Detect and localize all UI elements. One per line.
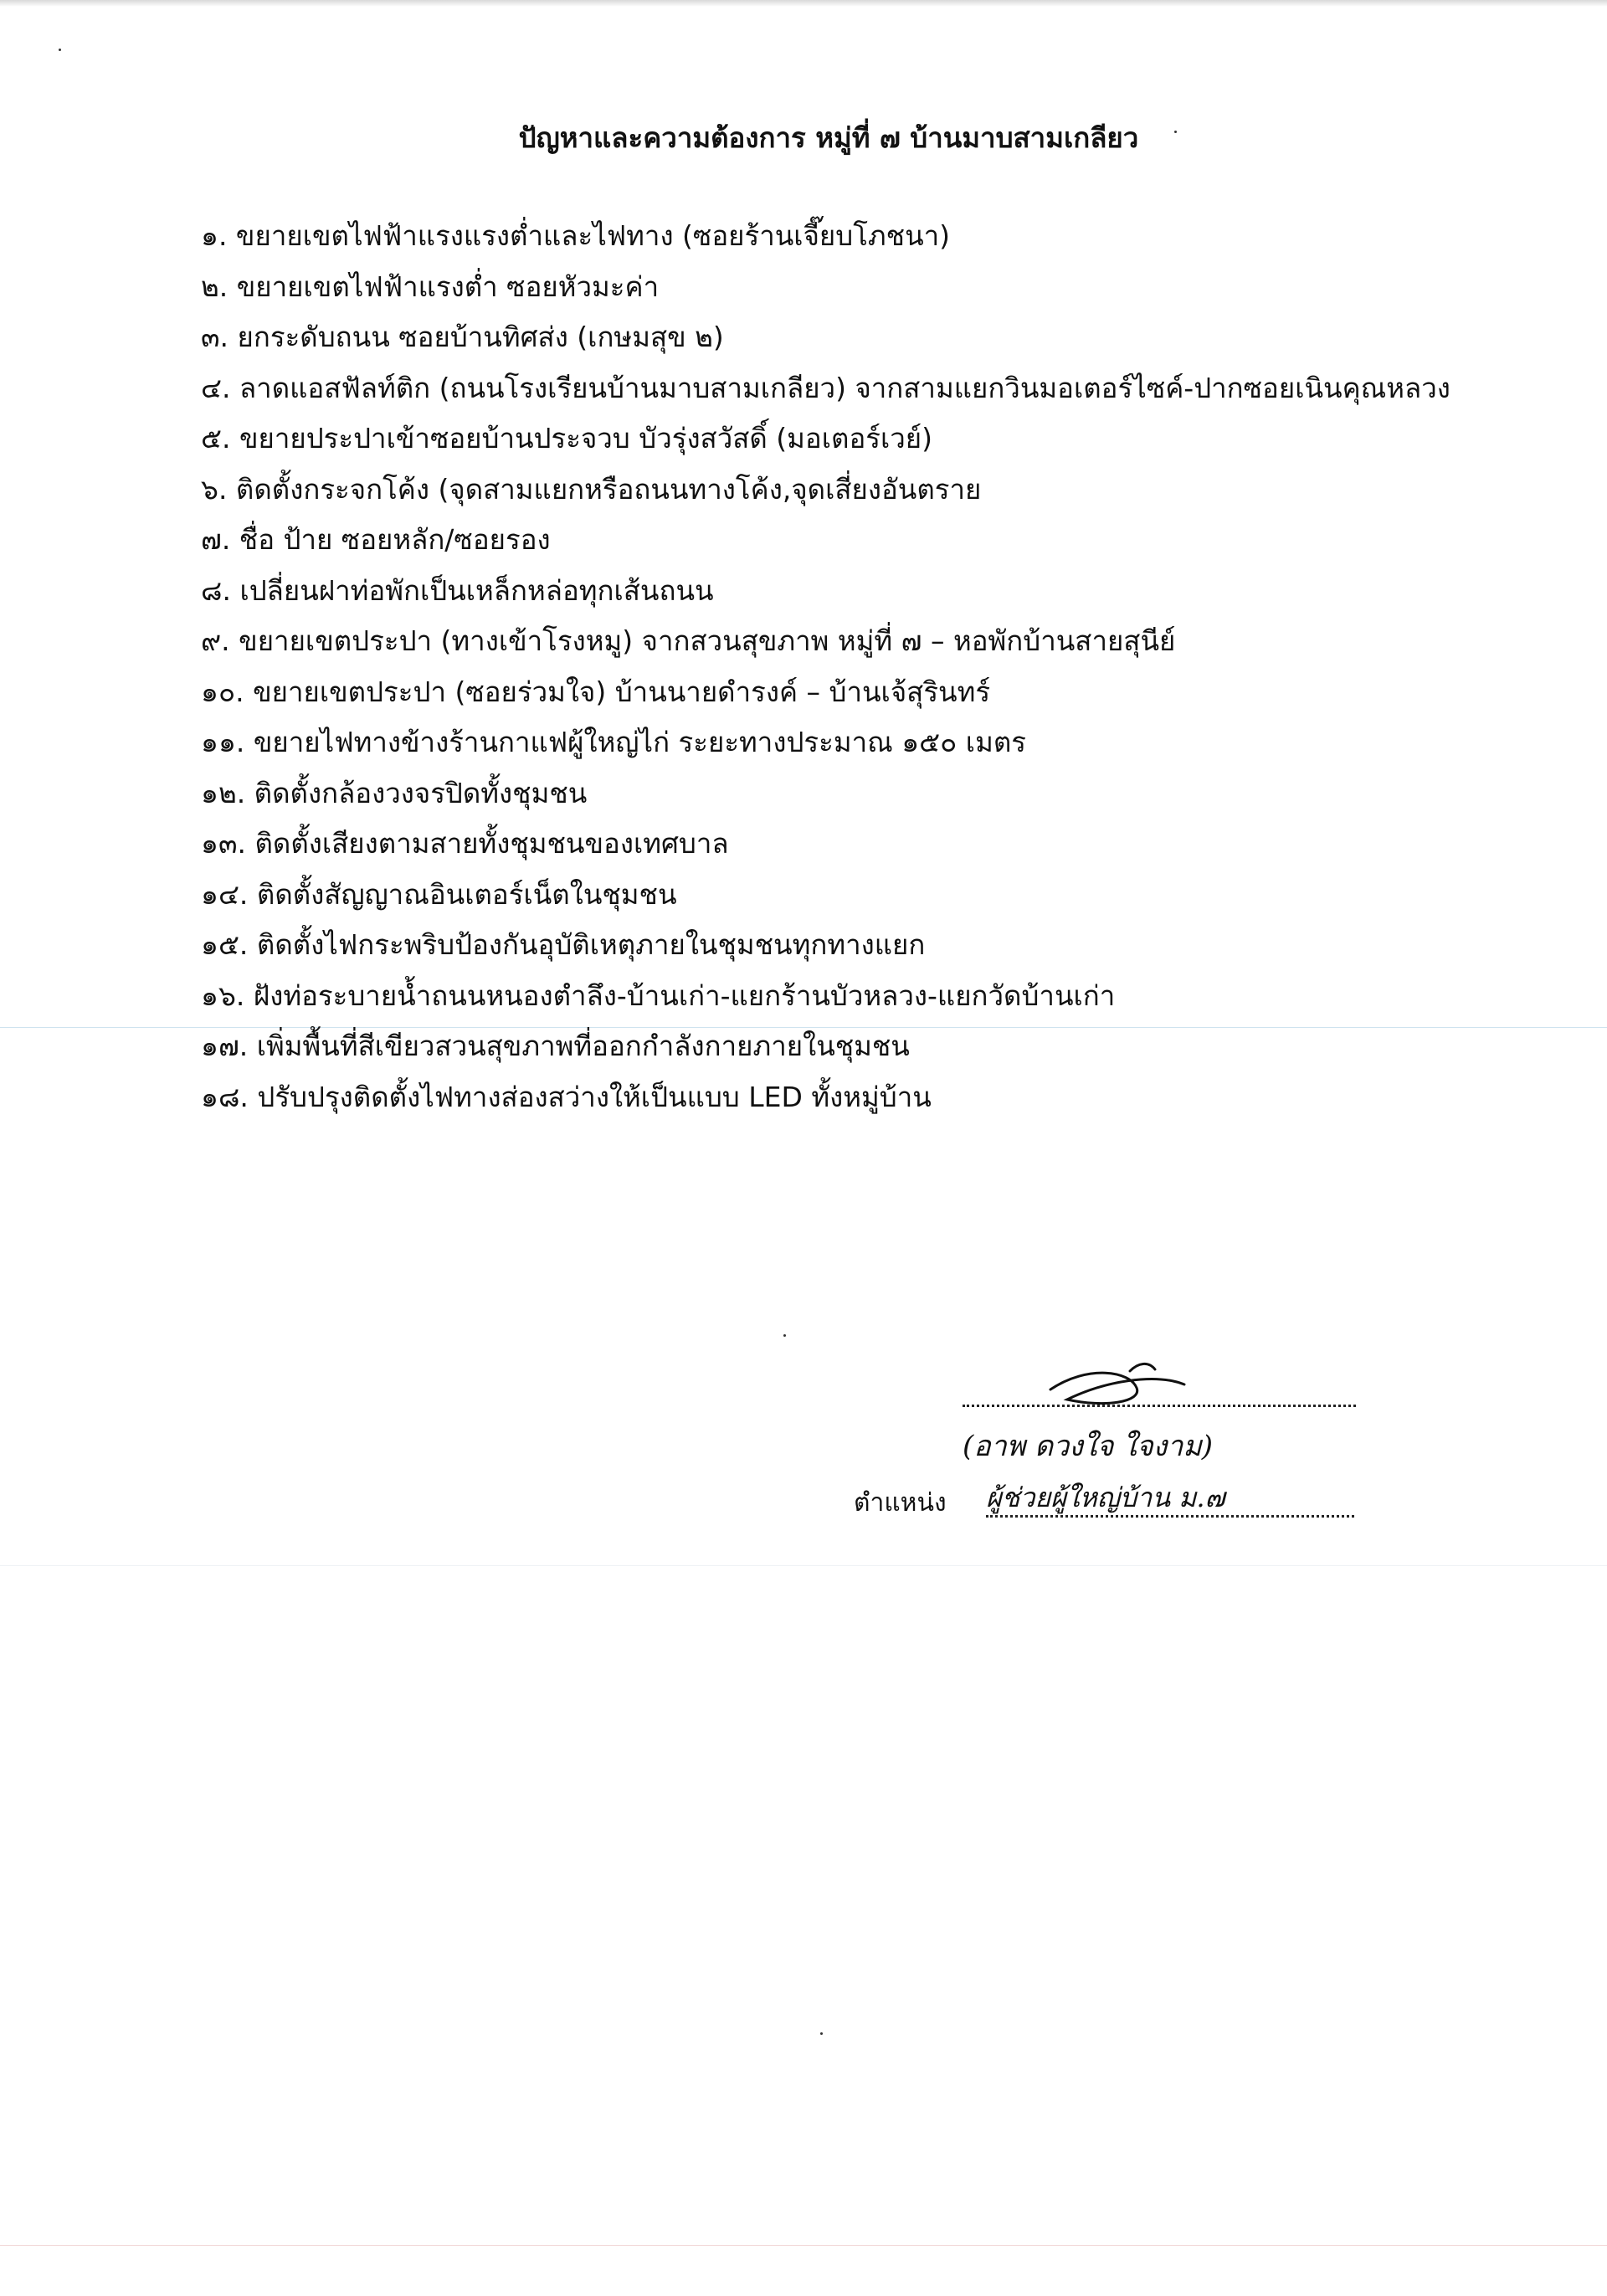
list-item: ๘. เปลี่ยนฝาท่อพักเป็นเหล็กหล่อทุกเส้นถนน — [201, 573, 714, 607]
scan-edge — [0, 0, 1607, 7]
list-item: ๒. ขยายเขตไฟฟ้าแรงต่ำ ซอยหัวมะค่า — [201, 270, 660, 303]
list-item: ๑๒. ติดตั้งกล้องวงจรปิดทั้งชุมชน — [201, 776, 588, 809]
signer-name: (อาพ ดวงใจ ใจงาม) — [963, 1430, 1213, 1463]
scan-speck — [59, 49, 61, 51]
list-item: ๙. ขยายเขตประปา (ทางเข้าโรงหมู) จากสวนสุขภาพ หมู่ที่ ๗ – หอพักบ้านสายสุนีย์ — [201, 624, 1176, 657]
scan-artifact-line — [0, 2245, 1607, 2246]
list-item: ๑. ขยายเขตไฟฟ้าแรงแรงต่ำและไฟทาง (ซอยร้านเจี๊ยบโภชนา) — [201, 219, 951, 252]
list-item: ๔. ลาดแอสฟัลท์ติก (ถนนโรงเรียนบ้านมาบสามเกลียว) จากสามแยกวินมอเตอร์ไซค์-ปากซอยเนินคุณหลวง — [201, 371, 1450, 404]
scan-speck — [783, 1334, 786, 1337]
list-item: ๑๑. ขยายไฟทางข้างร้านกาแฟผู้ใหญ่ไก่ ระยะทางประมาณ ๑๕๐ เมตร — [201, 726, 1026, 758]
scan-speck — [820, 2032, 823, 2035]
position-label: ตำแหน่ง — [854, 1488, 947, 1518]
list-item: ๗. ชื่อ ป้าย ซอยหลัก/ซอยรอง — [201, 523, 551, 556]
list-item: ๖. ติดตั้งกระจกโค้ง (จุดสามแยกหรือถนนทางโค้ง,จุดเสี่ยงอันตราย — [201, 472, 982, 506]
document-title: ปัญหาและความต้องการ หมู่ที่ ๗ บ้านมาบสามเกลียว — [518, 121, 1139, 154]
list-item: ๑๐. ขยายเขตประปา (ซอยร่วมใจ) บ้านนายดำรงค์ – บ้านเจ้สุรินทร์ — [201, 675, 991, 708]
list-item: ๑๗. เพิ่มพื้นที่สีเขียวสวนสุขภาพที่ออกกำลังกายภายในชุมชน — [201, 1030, 910, 1062]
list-item: ๑๖. ฝังท่อระบายน้ำถนนหนองตำลึง-บ้านเก่า-แยกร้านบัวหลวง-แยกวัดบ้านเก่า — [201, 978, 1116, 1012]
list-item: ๕. ขยายประปาเข้าซอยบ้านประจวบ บัวรุ่งสวัสดิ์ (มอเตอร์เวย์) — [201, 422, 933, 455]
list-item: ๑๔. ติดตั้งสัญญาณอินเตอร์เน็ตในชุมชน — [201, 877, 677, 911]
position-value: ผู้ช่วยผู้ใหญ่บ้าน ม.๗ — [986, 1480, 1354, 1518]
list-item: ๓. ยกระดับถนน ซอยบ้านทิศส่ง (เกษมสุข ๒) — [201, 321, 724, 353]
list-item: ๑๓. ติดตั้งเสียงตามสายทั้งชุมชนของเทศบาล — [201, 827, 729, 860]
request-list — [201, 211, 1450, 1122]
list-item: ๑๕. ติดตั้งไฟกระพริบป้องกันอุบัติเหตุภายในชุมชนทุกทางแยก — [201, 928, 926, 961]
signature-block — [854, 1356, 1373, 1532]
list-item: ๑๘. ปรับปรุงติดตั้งไฟทางส่องสว่างให้เป็นแบบ LED ทั้งหมู่บ้าน — [201, 1080, 932, 1113]
scan-artifact-line — [0, 1565, 1607, 1566]
